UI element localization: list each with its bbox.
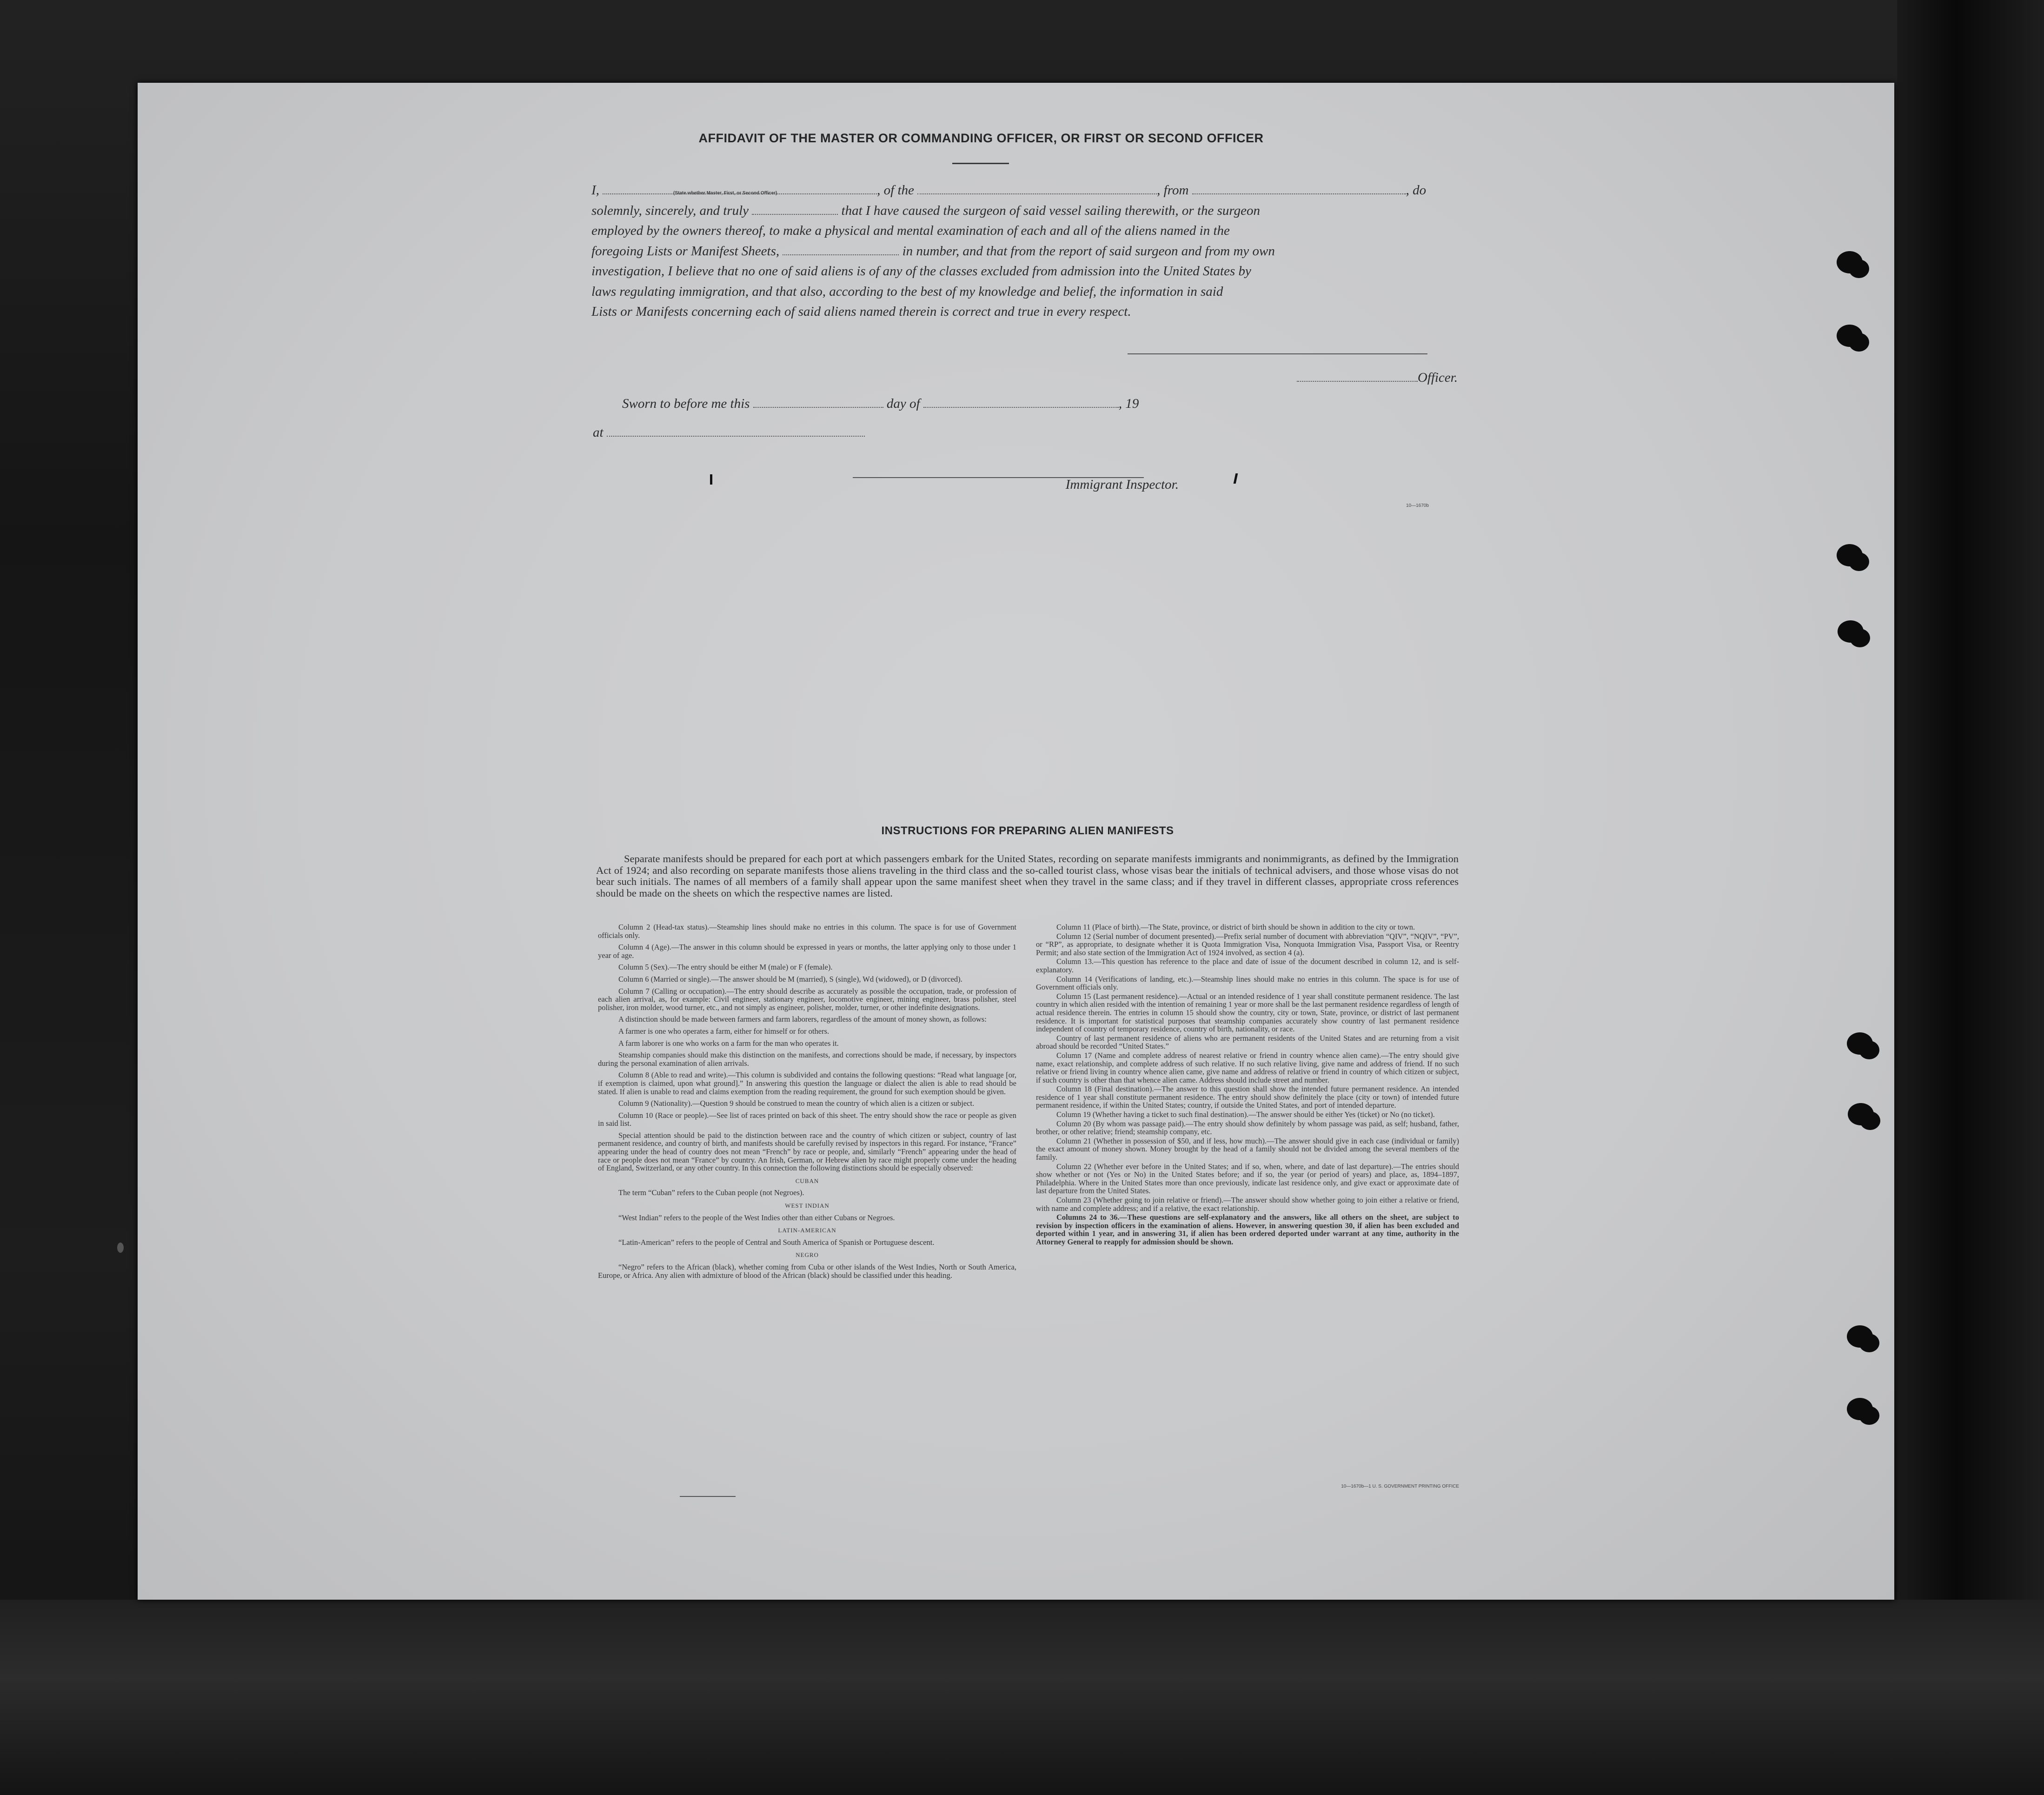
at-label: at bbox=[593, 425, 604, 440]
sworn-day-field[interactable] bbox=[753, 397, 883, 408]
title-divider bbox=[952, 163, 1009, 164]
punch-hole-icon bbox=[1847, 1325, 1873, 1348]
instruction-paragraph: Column 11 (Place of birth).—The State, province, or district of birth should be shown in addition to the city or town. bbox=[1056, 923, 1415, 931]
instruction-paragraph: Column 21 (Whether in possession of $50, and if less, how much).—The answer should give in each case (individual or family) the exact amount of money shown. Money brought by the head of a family should not be divided among the several members of the family. bbox=[1036, 1136, 1459, 1162]
affidavit-text: foregoing Lists or Manifest Sheets, bbox=[591, 243, 780, 259]
instruction-paragraph: A farm laborer is one who works on a farm for the man who operates it. bbox=[618, 1038, 839, 1048]
instruction-paragraph: Column 10 (Race or people).—See list of races printed on back of this sheet. The entry should show the race or people as given in said list. bbox=[598, 1110, 1016, 1128]
affidavit-line-3: employed by the owners thereof, to make a physical and mental examination of each and all of the aliens named in the bbox=[591, 223, 1230, 238]
sworn-text: Sworn to before me this bbox=[622, 396, 750, 411]
sworn-place-field[interactable] bbox=[607, 425, 865, 437]
instruction-paragraph: Column 6 (Married or single).—The answer should be M (married), S (single), Wd (widowed), or D (divorced). bbox=[618, 974, 962, 984]
scan-speck bbox=[117, 1243, 124, 1253]
oath-type-field[interactable] bbox=[752, 204, 838, 215]
instruction-paragraph: Column 23 (Whether going to join relative or friend).—The answer should show whether going to join either a relative or friend, with name and complete address; and if a relative, the exact relationship. bbox=[1036, 1196, 1459, 1213]
sworn-text: , 19 bbox=[1118, 396, 1139, 411]
affidavit-text: , from bbox=[1157, 183, 1189, 198]
officer-label: Officer. bbox=[1417, 370, 1458, 385]
punch-hole-icon bbox=[1848, 1103, 1874, 1125]
instruction-paragraph: A distinction should be made between farmers and farm laborers, regardless of the amount of money shown, as follows: bbox=[618, 1015, 987, 1024]
punch-hole-icon bbox=[1847, 1032, 1873, 1055]
affidavit-text: , of the bbox=[877, 183, 914, 198]
instruction-paragraph: Column 17 (Name and complete address of nearest relative or friend in country whence alien came).—The entry should give name, exact relationship, and complete address of such relative. If no such relative living, give name and address of friend. If no such relative or friend living in country whence alien came, give name and address of relative or friend in country of which citizen or subject, if such country is other than that whence alien came. Address should include street and number. bbox=[1036, 1050, 1459, 1084]
immigrant-inspector-label: Immigrant Inspector. bbox=[1065, 477, 1179, 492]
column-end-rule bbox=[680, 1496, 736, 1497]
instruction-paragraph: Column 13.—This question has reference to the place and date of issue of the document described in column 12, and is self-explanatory. bbox=[1036, 957, 1459, 974]
scan-mark bbox=[710, 474, 712, 485]
instruction-paragraph: Column 18 (Final destination).—The answer to this question shall show the intended future permanent residence. An intended residence of 1 year shall constitute permanent residence. The entry should show definitely the place (city or town) of intended future permanent residence, if within the United States; country, if outside the United States, and port of intended departure. bbox=[1036, 1084, 1459, 1110]
affidavit-text: , do bbox=[1406, 183, 1427, 198]
punch-hole-icon bbox=[1837, 544, 1863, 566]
instruction-paragraph-final: Columns 24 to 36.—These questions are self-explanatory and the answers, like all others on the sheet, are subject to revision by inspection officers in the examination of aliens. However, in answering question 30, if alien has been excluded and deported within 1 year, and in answering 31, if alien has been ordered deported under warrant at any time, authority in the Attorney General to reapply for admission should be shown. bbox=[1036, 1213, 1459, 1246]
instruction-paragraph: “Latin-American” refers to the people of Central and South America of Spanish or Portuguese descent. bbox=[618, 1237, 935, 1247]
instructions-left-column bbox=[598, 923, 1016, 1283]
instruction-paragraph: Column 14 (Verifications of landing, etc.).—Steamship lines should make no entries in this column. The space is for use of Government officials only. bbox=[1036, 974, 1459, 992]
sworn-line bbox=[622, 396, 1139, 412]
affidavit-line-4 bbox=[591, 241, 1458, 262]
officer-rank-caption: (State whether Master, First, or Second Officer) bbox=[673, 191, 777, 196]
officer-title-line bbox=[1276, 370, 1458, 386]
instructions-title: INSTRUCTIONS FOR PREPARING ALIEN MANIFESTS bbox=[881, 824, 1174, 837]
instruction-paragraph: Column 2 (Head-tax status).—Steamship lines should make no entries in this column. The space is for use of Government officials only. bbox=[598, 923, 1016, 940]
instructions-right-column bbox=[1036, 923, 1459, 1247]
instruction-paragraph: Column 20 (By whom was passage paid).—The entry should show definitely by whom passage was paid, as self; husband, father, brother, or other relative; friend; steamship company, etc. bbox=[1036, 1119, 1459, 1137]
vessel-name-field[interactable] bbox=[917, 183, 1157, 194]
affidavit-text: solemnly, sincerely, and truly bbox=[591, 203, 749, 218]
sworn-place-line bbox=[593, 425, 865, 440]
affidavit-text: that I have caused the surgeon of said vessel sailing therewith, or the surgeon bbox=[841, 203, 1261, 218]
punch-hole-icon bbox=[1837, 251, 1863, 273]
section-heading-cuban: CUBAN bbox=[795, 1177, 819, 1184]
section-heading-west-indian: WEST INDIAN bbox=[785, 1202, 830, 1210]
section-heading-latin-american: LATIN-AMERICAN bbox=[778, 1227, 836, 1234]
sworn-month-field[interactable] bbox=[923, 397, 1119, 408]
affidavit-line-2 bbox=[591, 201, 1458, 221]
punch-hole-icon bbox=[1847, 1398, 1873, 1420]
sheet-count-field[interactable] bbox=[783, 244, 899, 255]
section-heading-negro: NEGRO bbox=[796, 1251, 819, 1259]
form-number: 10—1670b bbox=[1406, 503, 1429, 508]
scan-frame-bottom-edge bbox=[0, 1600, 2044, 1795]
sworn-text: day of bbox=[886, 396, 920, 411]
officer-title-field[interactable] bbox=[1297, 371, 1418, 382]
instruction-paragraph: Column 22 (Whether ever before in the United States; and if so, when, where, and date of last departure).—The entries should show whether or not (Yes or No) in the United States before; and if so, the year (or period of years) and place, as, 1894–1897, Philadelphia. Where in the United States more than once previously, indicate last residence only, and give exact or approximate date of last departure from the United States. bbox=[1036, 1162, 1459, 1196]
instruction-paragraph: Column 8 (Able to read and write).—This column is subdivided and contains the following questions: “Read what language [or, if exemption is claimed, upon what ground].” In answering this question the language or dialect the alien is able to read should be stated. If alien is unable to read and claims exemption from the reading requirement, the ground for such exemption should be given. bbox=[598, 1070, 1016, 1096]
instruction-paragraph: Column 9 (Nationality).—Question 9 should be construed to mean the country of which alien is a citizen or subject. bbox=[618, 1099, 975, 1108]
instruction-paragraph: “West Indian” refers to the people of the West Indies other than either Cubans or Negroes. bbox=[618, 1213, 895, 1222]
instruction-paragraph: Country of last permanent residence of aliens who are permanent residents of the United States and are returning from a visit abroad should be recorded “United States.” bbox=[1036, 1033, 1459, 1051]
instruction-paragraph: Column 19 (Whether having a ticket to such final destination).—The answer should be either Yes (ticket) or No (no ticket). bbox=[1056, 1110, 1435, 1119]
instruction-paragraph: “Negro” refers to the African (black), whether coming from Cuba or other islands of the West Indies, North or South America, Europe, or Africa. Any alien with admixture of blood of the African (black) should be classified under this heading. bbox=[598, 1263, 1016, 1280]
punch-hole-icon bbox=[1837, 325, 1863, 347]
printing-office-imprint: 10—1670b—1 U. S. GOVERNMENT PRINTING OFFICE bbox=[1341, 1484, 1459, 1489]
instruction-paragraph: A farmer is one who operates a farm, either for himself or for others. bbox=[618, 1026, 830, 1036]
instruction-paragraph: Column 5 (Sex).—The entry should be either M (male) or F (female). bbox=[618, 963, 833, 972]
affidavit-text: in number, and that from the report of said surgeon and from my own bbox=[902, 243, 1275, 259]
punch-hole-icon bbox=[1838, 620, 1864, 643]
instruction-paragraph: Special attention should be paid to the distinction between race and the country of which citizen or subject, country of last permanent residence, and country of birth, and manifests should be carefully revised by inspectors in this regard. For instance, “France” appearing under the head of country does not mean “French” by race or people, and, similarly “French” appearing under the head of race or people does not mean “France” by country. An Irish, German, or Hebrew alien by race might properly come under the heading of England, Switzerland, or any other country. In this connection the following distinctions should be especially observed: bbox=[598, 1130, 1016, 1173]
instructions-intro: Separate manifests should be prepared for each port at which passengers embark for the United States, recording on separate manifests immigrants and nonimmigrants, as defined by the Immigration Act of 1924; and also recording on separate manifests those aliens traveling in the third class and the so-called tourist class, whose visas bear the initials of technical advisers, and those whose visas do not bear such initials. The names of all members of a family shall appear upon the same manifest sheet when they travel in the same class; and if they travel in different classes, appropriate cross references should be made on the sheets on which the respective names are listed. bbox=[596, 853, 1459, 899]
affidavit-line-6: laws regulating immigration, and that also, according to the best of my knowledge and belief, the information in said bbox=[591, 284, 1223, 299]
instruction-paragraph: Column 15 (Last permanent residence).—Actual or an intended residence of 1 year shall constitute permanent residence. The last country in which alien resided with the intention of remaining 1 year or more shall be the last permanent residence regardless of length of actual residence therein. The entries in column 15 should show the country, city or town, State, province, or district of last permanent residence. It is important for statistical purposes that steamship companies accurately show country of last permanent residence independent of country of temporary residence, country of birth, nationality, or race. bbox=[1036, 991, 1459, 1034]
instruction-paragraph: The term “Cuban” refers to the Cuban people (not Negroes). bbox=[618, 1188, 804, 1197]
affidavit-line-5: investigation, I believe that no one of said aliens is of any of the classes excluded from admission into the United States by bbox=[591, 264, 1251, 279]
officer-signature-line[interactable] bbox=[1128, 353, 1427, 354]
departure-port-field[interactable] bbox=[1192, 183, 1406, 194]
instruction-paragraph: Column 4 (Age).—The answer in this column should be expressed in years or months, the latter applying only to those under 1 year of age. bbox=[598, 943, 1016, 960]
instruction-paragraph: Column 7 (Calling or occupation).—The entry should describe as accurately as possible the occupation, trade, or profession of each alien arrival, as, for example: Civil engineer, stationary engineer, locomotive engineer, mining engineer, brass polisher, steel polisher, iron molder, wood turner, etc., and not simply as engineer, polisher, molder, turner, or other indefinite designations. bbox=[598, 986, 1016, 1012]
scan-frame-right-edge bbox=[1897, 0, 2044, 1795]
instruction-paragraph: Column 12 (Serial number of document presented).—Prefix serial number of document with abbreviation “QIV”, “NQIV”, “PV”, or “RP”, as appropriate, to designate whether it is Quota Immigration Visa, Nonquota Immigration Visa, Passport Visa, or Reentry Permit; and also state section of the Immigration Act of 1924 involved, as section 4 (a). bbox=[1036, 931, 1459, 957]
affidavit-body bbox=[591, 180, 1458, 322]
instruction-paragraph: Steamship companies should make this distinction on the manifests, and corrections should be made, if necessary, by inspectors during the personal examination of alien arrivals. bbox=[598, 1050, 1016, 1068]
affidavit-title: AFFIDAVIT OF THE MASTER OR COMMANDING OFFICER, OR FIRST OR SECOND OFFICER bbox=[698, 131, 1264, 145]
affidavit-line-7: Lists or Manifests concerning each of said aliens named therein is correct and true in every respect. bbox=[591, 304, 1131, 319]
affidavit-text: I, bbox=[591, 183, 599, 198]
